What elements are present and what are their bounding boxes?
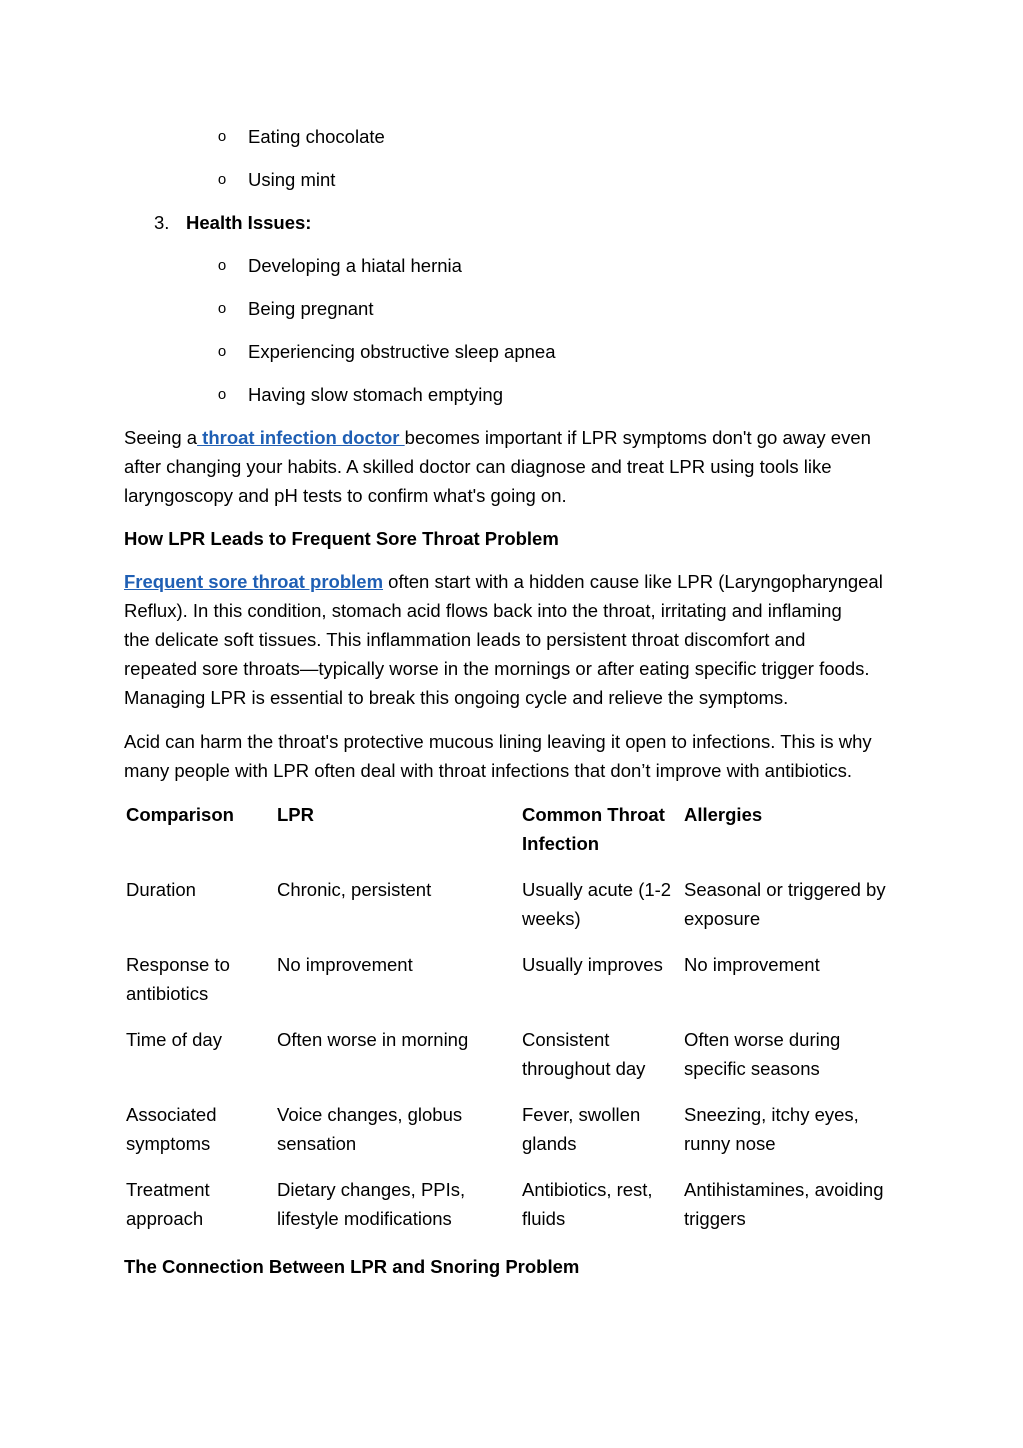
text-rest: becomes important if LPR symptoms don't go away even [404, 427, 871, 448]
table-cell: Usually acute (1-2 weeks) [522, 879, 672, 929]
table-header-cell: Allergies [684, 804, 763, 825]
table-cell: Associated symptoms [126, 1104, 217, 1154]
table-cell: Fever, swollen glands [522, 1104, 641, 1154]
paragraph-doctor [124, 423, 899, 510]
paragraph-line: Acid can harm the throat's protective mucous lining leaving it open to infections. This is why [124, 731, 872, 752]
bullet-marker: o [217, 300, 227, 317]
paragraph-line: Reflux). In this condition, stomach acid flows back into the throat, irritating and inflaming [124, 600, 842, 621]
bullet-marker: o [217, 343, 227, 360]
list-item [0, 251, 900, 280]
bullet-marker: o [217, 128, 227, 145]
paragraph-acid [124, 727, 899, 785]
list-item-text: Being pregnant [248, 298, 374, 319]
paragraph-line: many people with LPR often deal with throat infections that don’t improve with antibiotics. [124, 760, 853, 781]
table-header-cell: Comparison [126, 804, 234, 825]
paragraph-line: the delicate soft tissues. This inflammation leads to persistent throat discomfort and [124, 629, 806, 650]
table-header-cell: LPR [277, 804, 314, 825]
paragraph-sore-throat [124, 567, 899, 712]
list-item [0, 122, 900, 151]
table-cell: Often worse in morning [277, 1029, 469, 1050]
table-cell: Time of day [126, 1029, 222, 1050]
table-cell: Sneezing, itchy eyes, runny nose [684, 1104, 859, 1154]
table-row [120, 875, 900, 950]
table-row [120, 1100, 900, 1175]
table-row [120, 1175, 900, 1250]
list-item-heading: Health Issues: [186, 212, 312, 233]
table-cell: Response to antibiotics [126, 954, 230, 1004]
list-item-text: Using mint [248, 169, 336, 190]
table-cell: No improvement [684, 954, 820, 975]
table-cell: Treatment approach [126, 1179, 210, 1229]
paragraph-line: repeated sore throats—typically worse in the mornings or after eating specific trigger foods. [124, 658, 870, 679]
bullet-marker: o [217, 171, 227, 188]
comparison-table [120, 800, 900, 1250]
section-heading-snoring: The Connection Between LPR and Snoring Problem [124, 1256, 580, 1277]
bullet-marker: o [217, 257, 227, 274]
table-cell: Antihistamines, avoiding triggers [684, 1179, 884, 1229]
list-item [0, 165, 900, 194]
text-prefix: Seeing a [124, 427, 198, 448]
paragraph-line: Managing LPR is essential to break this ongoing cycle and relieve the symptoms. [124, 687, 789, 708]
numbered-list-item [0, 208, 900, 237]
table-cell: Usually improves [522, 954, 663, 975]
list-item-text: Developing a hiatal hernia [248, 255, 462, 276]
list-item [0, 294, 900, 323]
table-cell: Seasonal or triggered by exposure [684, 879, 886, 929]
table-row [120, 1025, 900, 1100]
list-item-text: Experiencing obstructive sleep apnea [248, 341, 556, 362]
paragraph-line [124, 423, 899, 452]
table-header-row [120, 800, 900, 875]
table-row [120, 950, 900, 1025]
list-item [0, 380, 900, 409]
table-cell: Voice changes, globus sensation [277, 1104, 463, 1154]
section-heading-sore-throat: How LPR Leads to Frequent Sore Throat Problem [124, 528, 559, 549]
table-cell: Chronic, persistent [277, 879, 432, 900]
bullet-marker: o [217, 386, 227, 403]
text-rest: often start with a hidden cause like LPR (Laryngopharyngeal [383, 571, 883, 592]
table-header-cell: Common Throat Infection [522, 804, 665, 854]
table-cell: Antibiotics, rest, fluids [522, 1179, 653, 1229]
list-item-text: Eating chocolate [248, 126, 385, 147]
table-cell: Often worse during specific seasons [684, 1029, 841, 1079]
table-cell: Consistent throughout day [522, 1029, 646, 1079]
list-item-text: Having slow stomach emptying [248, 384, 503, 405]
throat-infection-doctor-link[interactable]: throat infection doctor [197, 427, 405, 448]
table-cell: No improvement [277, 954, 413, 975]
frequent-sore-throat-link[interactable]: Frequent sore throat problem [124, 571, 384, 592]
paragraph-line [124, 567, 899, 596]
list-item [0, 337, 900, 366]
paragraph-line: after changing your habits. A skilled doctor can diagnose and treat LPR using tools like [124, 456, 832, 477]
table-cell: Dietary changes, PPIs, lifestyle modifications [277, 1179, 466, 1229]
list-number: 3. [154, 212, 170, 233]
table-cell: Duration [126, 879, 196, 900]
paragraph-line: laryngoscopy and pH tests to confirm what's going on. [124, 485, 567, 506]
